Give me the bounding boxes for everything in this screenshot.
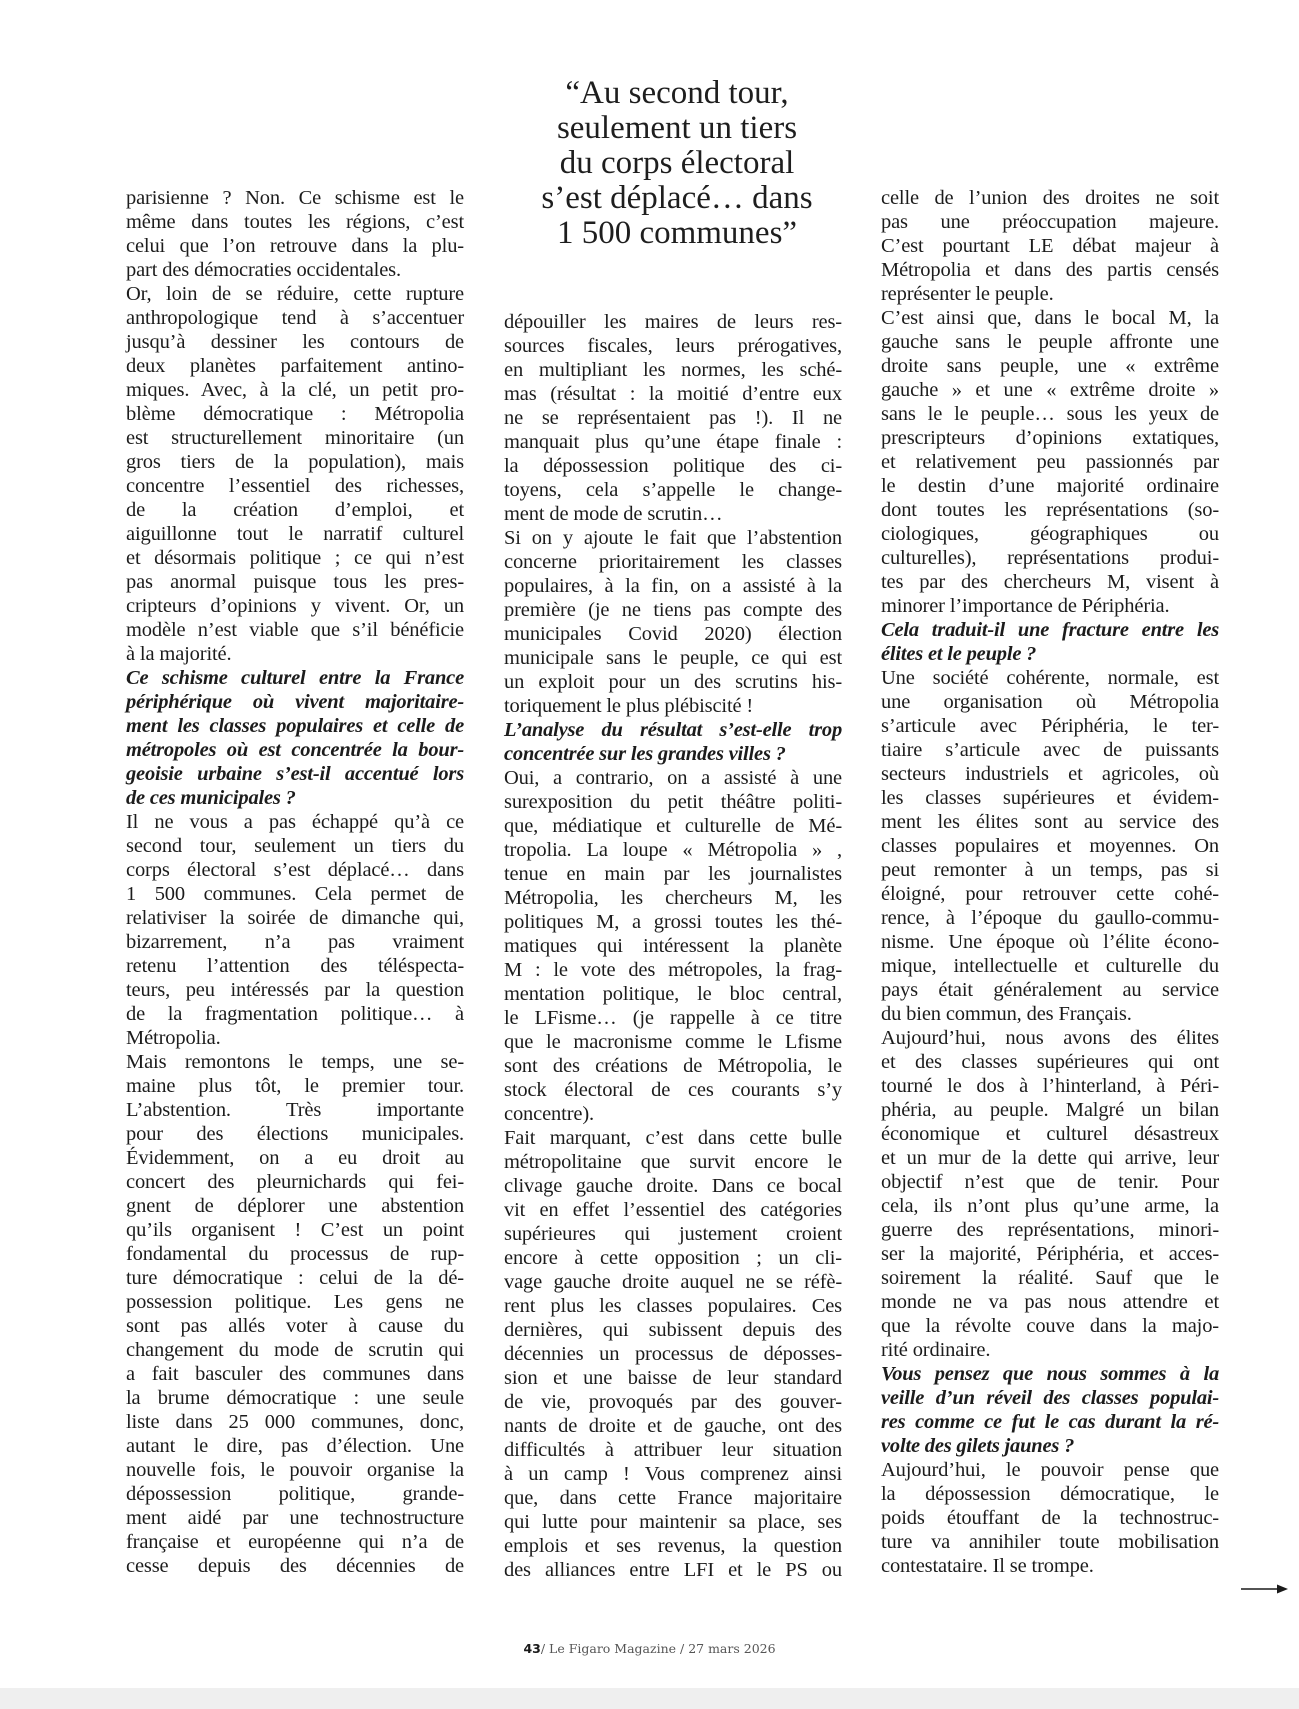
- article-text-line: prescripteurs d’opinions extatiques,: [881, 427, 1219, 449]
- article-text-line: retenu l’attention des téléspecta-: [126, 955, 464, 977]
- article-text-line: Métropolia et dans des partis censés: [881, 259, 1219, 281]
- article-text-line: municipales Covid 2020) élection: [504, 623, 842, 645]
- article-text-line: sont des créations de Métropolia, le: [504, 1055, 842, 1077]
- article-text-line: de vie, provoqués par des gouver-: [504, 1391, 842, 1413]
- article-text-line: dernières, qui subissent depuis des: [504, 1319, 842, 1341]
- pull-quote: [482, 76, 872, 251]
- article-text-line: pays était généralement au service: [881, 979, 1219, 1001]
- article-text-line: sont pas allés voter à cause du: [126, 1315, 464, 1337]
- interview-question-line: concentrée sur les grandes villes ?: [504, 743, 786, 765]
- article-text-line: nouvelle fois, le pouvoir organise la: [126, 1459, 464, 1481]
- article-text-line: s’articule avec Périphéria, le ter-: [881, 715, 1219, 737]
- article-text-line: miques. Avec, à la clé, un petit pro-: [126, 379, 464, 401]
- article-text-line: la dépossession politique des ci-: [504, 455, 842, 477]
- article-text-line: la dépossession démocratique, le: [881, 1483, 1219, 1505]
- article-text-line: cesse depuis des décennies de: [126, 1555, 464, 1577]
- article-text-line: et un mur de la dette qui arrive, leur: [881, 1147, 1219, 1169]
- interview-question-line: de ces municipales ?: [126, 787, 296, 809]
- article-text-line: que la révolte couve dans la majo-: [881, 1315, 1219, 1337]
- pull-quote-line: “Au second tour,: [565, 75, 789, 111]
- article-text-line: rent plus les classes populaires. Ces: [504, 1295, 842, 1317]
- article-text-line: celui que l’on retrouve dans la plu-: [126, 235, 464, 257]
- article-text-line: sion et une baisse de leur standard: [504, 1367, 842, 1389]
- article-text-line: ment de mode de scrutin…: [504, 503, 723, 525]
- article-text-line: mas (résultat : la moitié d’entre eux: [504, 383, 842, 405]
- article-text-line: ser la majorité, Périphéria, et acces-: [881, 1243, 1219, 1265]
- article-text-line: changement du mode de scrutin qui: [126, 1339, 464, 1361]
- article-text-line: liste dans 25 000 communes, donc,: [126, 1411, 464, 1433]
- article-text-line: Oui, a contrario, on a assisté à une: [504, 767, 842, 789]
- article-text-line: deux planètes parfaitement antino-: [126, 355, 464, 377]
- article-text-line: en multipliant les normes, les sché-: [504, 359, 842, 381]
- article-text-line: du bien commun, des Français.: [881, 1003, 1132, 1025]
- article-text-line: secteurs industriels et agricoles, où: [881, 763, 1219, 785]
- article-text-line: tenue en main par les journalistes: [504, 863, 842, 885]
- article-text-line: mentation politique, le bloc central,: [504, 983, 842, 1005]
- article-text-line: phéria, au peuple. Malgré un bilan: [881, 1099, 1219, 1121]
- article-text-line: C’est pourtant LE débat majeur à: [881, 235, 1219, 257]
- article-text-line: de la fragmentation politique… à: [126, 1003, 464, 1025]
- article-text-line: difficultés à attribuer leur situation: [504, 1439, 842, 1461]
- article-text-line: toyens, cela s’appelle le change-: [504, 479, 842, 501]
- article-text-line: Métropolia, les chercheurs M, les: [504, 887, 842, 909]
- article-text-line: minorer l’importance de Périphéria.: [881, 595, 1170, 617]
- article-text-line: toriquement le plus plébiscité !: [504, 695, 754, 717]
- interview-question-line: L’analyse du résultat s’est-elle trop: [504, 719, 842, 741]
- article-text-line: concentre).: [504, 1103, 594, 1125]
- interview-question-line: volte des gilets jaunes ?: [881, 1435, 1075, 1457]
- article-text-line: ne se représentaient pas !). Il ne: [504, 407, 842, 429]
- article-text-line: Aujourd’hui, nous avons des élites: [881, 1027, 1219, 1049]
- article-text-line: un exploit pour un des scrutins his-: [504, 671, 842, 693]
- article-text-line: rité ordinaire.: [881, 1339, 991, 1361]
- article-text-line: encore à cette opposition ; un cli-: [504, 1247, 842, 1269]
- article-text-line: tourné le dos à l’hinterland, à Péri-: [881, 1075, 1219, 1097]
- article-text-line: éloigné, pour retrouver cette cohé-: [881, 883, 1219, 905]
- article-text-line: dépouiller les maires de leurs res-: [504, 311, 842, 333]
- article-text-line: que le macronisme comme le Lfisme: [504, 1031, 842, 1053]
- article-text-line: soirement la réalité. Sauf que le: [881, 1267, 1219, 1289]
- article-text-line: à un camp ! Vous comprenez ainsi: [504, 1463, 842, 1485]
- article-text-line: fondamental du processus de rup-: [126, 1243, 464, 1265]
- article-text-line: ciologiques, géographiques ou: [881, 523, 1219, 545]
- interview-question-line: élites et le peuple ?: [881, 643, 1037, 665]
- article-text-line: première (je ne tiens pas compte des: [504, 599, 842, 621]
- article-text-line: matiques qui intéressent la planète: [504, 935, 842, 957]
- article-text-line: les classes supérieures et évidem-: [881, 787, 1219, 809]
- article-text-line: qu’ils organisent ! C’est un point: [126, 1219, 464, 1241]
- article-text-line: ment aidé par une technostructure: [126, 1507, 464, 1529]
- article-text-line: monde ne va pas nous attendre et: [881, 1291, 1219, 1313]
- article-text-line: part des démocraties occidentales.: [126, 259, 401, 281]
- article-text-line: peut remonter à un temps, pas si: [881, 859, 1219, 881]
- article-text-line: sources fiscales, leurs prérogatives,: [504, 335, 842, 357]
- article-text-line: L’abstention. Très importante: [126, 1099, 464, 1121]
- article-text-line: tiaire s’articule avec de puissants: [881, 739, 1219, 761]
- article-text-line: dépossession politique, grande-: [126, 1483, 464, 1505]
- article-text-line: même dans toutes les régions, c’est: [126, 211, 464, 233]
- article-text-line: gauche sans le peuple affronte une: [881, 331, 1219, 353]
- article-text-line: jusqu’à dessiner les contours de: [126, 331, 464, 353]
- article-text-line: tropolia. La loupe « Métropolia » ,: [504, 839, 842, 861]
- article-text-line: parisienne ? Non. Ce schisme est le: [126, 187, 464, 209]
- article-text-line: supérieures qui justement croient: [504, 1223, 842, 1245]
- article-text-line: des alliances entre LFI et le PS ou: [504, 1559, 842, 1581]
- article-text-line: M : le vote des métropoles, la frag-: [504, 959, 842, 981]
- article-text-line: populaires, à la fin, on a assisté à la: [504, 575, 842, 597]
- article-text-line: pas une préoccupation majeure.: [881, 211, 1219, 233]
- article-text-line: concerne prioritairement les classes: [504, 551, 842, 573]
- article-text-line: relativiser la soirée de dimanche qui,: [126, 907, 464, 929]
- article-text-line: Mais remontons le temps, une se-: [126, 1051, 464, 1073]
- article-text-line: clivage gauche droite. Dans ce bocal: [504, 1175, 842, 1197]
- article-text-line: et désormais politique ; ce qui n’est: [126, 547, 464, 569]
- article-text-line: culturelles), représentations produi-: [881, 547, 1219, 569]
- article-text-line: le LFisme… (je rappelle à ce titre: [504, 1007, 842, 1029]
- article-text-line: Évidemment, on a eu droit au: [126, 1147, 464, 1169]
- interview-question-line: Cela traduit-il une fracture entre les: [881, 619, 1219, 641]
- article-text-line: à la majorité.: [126, 643, 232, 665]
- article-column-1: [126, 186, 464, 1578]
- article-text-line: vage gauche droite auquel ne se réfè-: [504, 1271, 842, 1293]
- interview-question-line: ment les classes populaires et celle de: [126, 715, 464, 737]
- article-text-line: ture démocratique : celui de la dé-: [126, 1267, 464, 1289]
- article-text-line: ment les élites sont au service des: [881, 811, 1219, 833]
- article-text-line: 1 500 communes. Cela permet de: [126, 883, 464, 905]
- article-text-line: corps électoral s’est déplacé… dans: [126, 859, 464, 881]
- article-text-line: celle de l’union des droites ne soit: [881, 187, 1219, 209]
- article-text-line: municipale sans le peuple, ce qui est: [504, 647, 842, 669]
- article-text-line: guerre des représentations, minori-: [881, 1219, 1219, 1241]
- article-text-line: possession politique. Les gens ne: [126, 1291, 464, 1313]
- article-text-line: cripteurs d’opinions y vivent. Or, un: [126, 595, 464, 617]
- article-text-line: pour des élections municipales.: [126, 1123, 464, 1145]
- article-text-line: teurs, peu intéressés par la question: [126, 979, 464, 1001]
- article-text-line: contestataire. Il se trompe.: [881, 1555, 1094, 1577]
- article-text-line: modèle n’est viable que s’il bénéficie: [126, 619, 464, 641]
- article-text-line: stock électoral de ces courants s’y: [504, 1079, 842, 1101]
- article-text-line: gnent de déplorer une abstention: [126, 1195, 464, 1217]
- interview-question-line: geoisie urbaine s’est-il accentué lors: [126, 763, 464, 785]
- pull-quote-line: 1 500 communes”: [556, 215, 798, 251]
- article-text-line: gauche » et une « extrême droite »: [881, 379, 1219, 401]
- article-text-line: Si on y ajoute le fait que l’abstention: [504, 527, 842, 549]
- page-footer: [0, 1641, 1299, 1656]
- article-text-line: anthropologique tend à s’accentuer: [126, 307, 464, 329]
- article-text-line: tes par des chercheurs M, visent à: [881, 571, 1219, 593]
- article-text-line: économique et culturel désastreux: [881, 1123, 1219, 1145]
- article-text-line: et relativement peu passionnés par: [881, 451, 1219, 473]
- article-text-line: que, médiatique et culturelle de Mé-: [504, 815, 842, 837]
- article-text-line: Métropolia.: [126, 1027, 221, 1049]
- article-text-line: dont toutes les représentations (so-: [881, 499, 1219, 521]
- article-text-line: que, dans cette France majoritaire: [504, 1487, 842, 1509]
- article-text-line: second tour, seulement un tiers du: [126, 835, 464, 857]
- article-text-line: nisme. Une époque où l’élite écono-: [881, 931, 1219, 953]
- article-text-line: Fait marquant, c’est dans cette bulle: [504, 1127, 842, 1149]
- article-text-line: Or, loin de se réduire, cette rupture: [126, 283, 464, 305]
- article-text-line: manquait plus qu’une étape finale :: [504, 431, 842, 453]
- article-text-line: mique, intellectuelle et culturelle du: [881, 955, 1219, 977]
- article-text-line: sans le le peuple… sous les yeux de: [881, 403, 1219, 425]
- article-text-line: décennies un processus de déposses-: [504, 1343, 842, 1365]
- article-text-line: de la création d’emploi, et: [126, 499, 464, 521]
- article-text-line: française et européenne qui n’a de: [126, 1531, 464, 1553]
- pull-quote-line: seulement un tiers: [556, 110, 798, 146]
- article-text-line: cela, ils n’ont plus qu’une arme, la: [881, 1195, 1219, 1217]
- article-text-line: surexposition du petit théâtre politi-: [504, 791, 842, 813]
- article-text-line: et des classes supérieures qui ont: [881, 1051, 1219, 1073]
- article-text-line: ture va annihiler toute mobilisation: [881, 1531, 1219, 1553]
- article-text-line: politiques M, a grossi toutes les thé-: [504, 911, 842, 933]
- interview-question-line: veille d’un réveil des classes populai-: [881, 1387, 1219, 1409]
- interview-question-line: Vous pensez que nous sommes à la: [881, 1363, 1219, 1385]
- article-text-line: représenter le peuple.: [881, 283, 1054, 305]
- article-text-line: la brume démocratique : une seule: [126, 1387, 464, 1409]
- interview-question-line: res comme ce fut le cas durant la ré-: [881, 1411, 1219, 1433]
- article-text-line: emplois et ses revenus, la question: [504, 1535, 842, 1557]
- article-text-line: maine plus tôt, le premier tour.: [126, 1075, 464, 1097]
- article-text-line: objectif n’est que de tenir. Pour: [881, 1171, 1219, 1193]
- article-text-line: droite sans peuple, une « extrême: [881, 355, 1219, 377]
- article-text-line: autant le dire, pas d’élection. Une: [126, 1435, 464, 1457]
- article-column-2: [504, 310, 842, 1582]
- article-text-line: poids étouffant de la technostruc-: [881, 1507, 1219, 1529]
- article-text-line: gros tiers de la population), mais: [126, 451, 464, 473]
- article-text-line: le destin d’une majorité ordinaire: [881, 475, 1219, 497]
- interview-question-line: périphérique où vivent majoritaire-: [126, 691, 464, 713]
- article-text-line: a fait basculer des communes dans: [126, 1363, 464, 1385]
- article-text-line: blème démocratique : Métropolia: [126, 403, 464, 425]
- publication-info: / Le Figaro Magazine / 27 mars 2026: [540, 1641, 776, 1656]
- article-text-line: métropolitaine que survit encore le: [504, 1151, 842, 1173]
- article-text-line: Une société cohérente, normale, est: [881, 667, 1219, 689]
- article-text-line: Aujourd’hui, le pouvoir pense que: [881, 1459, 1219, 1481]
- interview-question-line: Ce schisme culturel entre la France: [126, 667, 464, 689]
- arrow-right-icon: [1241, 1583, 1289, 1595]
- article-text-line: nants de droite et de gauche, ont des: [504, 1415, 842, 1437]
- article-text-line: rence, à l’époque du gaullo-commu-: [881, 907, 1219, 929]
- article-text-line: concentre l’essentiel des richesses,: [126, 475, 464, 497]
- article-column-3: [881, 186, 1219, 1578]
- article-text-line: C’est ainsi que, dans le bocal M, la: [881, 307, 1219, 329]
- viewer-bottom-strip: [0, 1688, 1299, 1709]
- article-text-line: une organisation où Métropolia: [881, 691, 1219, 713]
- page-number: 43: [523, 1641, 541, 1656]
- article-text-line: pas anormal puisque tous les pres-: [126, 571, 464, 593]
- article-text-line: bizarrement, n’a pas vraiment: [126, 931, 464, 953]
- pull-quote-line: du corps électoral: [559, 145, 795, 181]
- article-text-line: Il ne vous a pas échappé qu’à ce: [126, 811, 464, 833]
- pull-quote-line: s’est déplacé… dans: [541, 180, 813, 216]
- article-text-line: aiguillonne tout le narratif culturel: [126, 523, 464, 545]
- article-text-line: vit en effet l’essentiel des catégories: [504, 1199, 842, 1221]
- article-text-line: est structurellement minoritaire (un: [126, 427, 464, 449]
- article-text-line: concert des pleurnichards qui fei-: [126, 1171, 464, 1193]
- article-text-line: classes populaires et moyennes. On: [881, 835, 1219, 857]
- article-text-line: qui lutte pour maintenir sa place, ses: [504, 1511, 842, 1533]
- interview-question-line: métropoles où est concentrée la bour-: [126, 739, 464, 761]
